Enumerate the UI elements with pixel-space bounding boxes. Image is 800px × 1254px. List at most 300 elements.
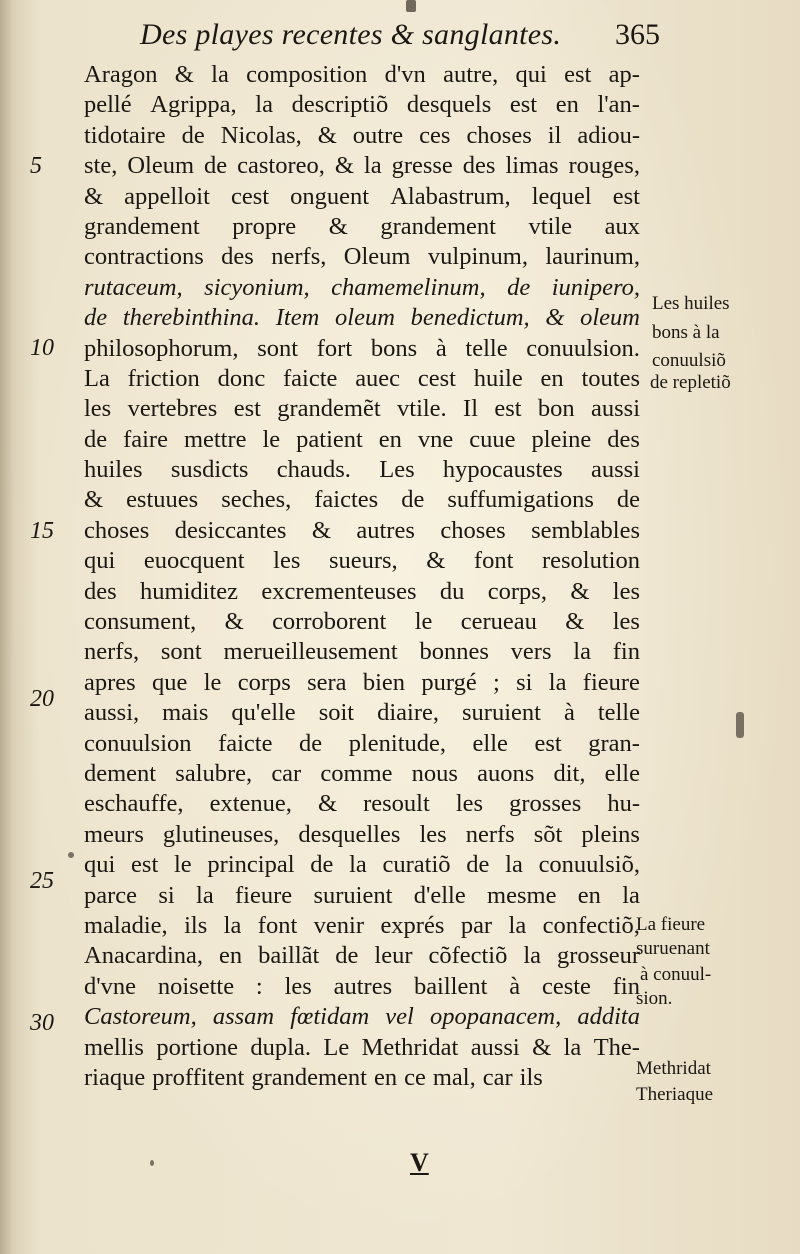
word: est [564,61,592,88]
word: ; [493,668,500,696]
word: grandement [84,212,200,240]
word: sicyonium, [204,273,310,301]
signature-mark: V [410,1148,429,1177]
word: gran- [588,729,640,757]
word: huiles [84,456,143,484]
word: sõt [533,820,563,848]
text-line [84,303,640,333]
word: à [563,699,575,727]
word: patient [296,425,363,453]
word: nous [411,759,458,787]
word: ces [419,121,451,149]
word: merueilleusement [223,638,398,666]
word: hypocaustes [442,456,563,484]
word: maladie, [84,911,168,939]
text-line [84,60,640,90]
word: la [622,881,640,909]
word: & [328,212,348,240]
word: des [607,425,640,453]
word: en [373,1063,398,1091]
word: addita [577,1003,640,1031]
word: il [547,121,562,149]
text-line [84,577,640,607]
word: l'an- [597,91,640,119]
word: auons [477,759,535,787]
margin-note: Methridat [636,1058,711,1079]
word: choses [440,516,506,544]
word: benedictum, [410,304,530,332]
word: la [196,881,214,909]
page-number: 365 [615,18,660,51]
text-line [84,881,640,911]
text-line [84,759,640,789]
word: nerfs, [271,243,327,271]
word: excrementeuses [261,577,417,605]
word: aussi [470,1033,520,1061]
word: corroborent [272,608,387,636]
word: oleum [335,304,395,332]
word: dit, [553,759,586,787]
word: vne [417,425,454,453]
line-number: 20 [30,686,54,712]
word: fœtidam [290,1003,370,1031]
word: Le [323,1033,350,1061]
word: venir [313,911,365,939]
word: autre, [443,61,499,88]
word: susdicts [170,456,249,484]
word: iunipero, [551,273,640,301]
word: vel [385,1003,414,1031]
word: le [203,668,222,696]
word: Alabastrum, [390,182,511,210]
word: est [612,182,640,210]
word: semblables [531,516,640,544]
line-number: 15 [30,518,54,544]
word: & [317,790,338,818]
word: outre [352,121,404,149]
line-number: 25 [30,868,54,894]
word: therebinthina. [122,304,261,332]
word: que [152,668,188,696]
word: dupla. [250,1033,311,1061]
word: meurs [84,820,144,848]
word: glutineuses, [162,820,280,848]
word: bons [370,334,418,362]
word: adiou- [577,121,640,149]
word: cerueau [460,608,537,636]
word: pleine [531,425,592,453]
word: leur [374,942,413,970]
word: & [317,121,337,149]
text-line [84,516,640,546]
word: noisette [157,972,235,1000]
margin-note: bons à la [652,322,720,343]
word: suruient [313,881,393,909]
word: qu'elle [231,699,296,727]
word: desquels [406,91,492,119]
text-line [84,394,640,424]
word: contractions [84,243,204,271]
word: telle [465,334,508,362]
word: qui [84,851,116,879]
word: exprés [380,911,445,939]
text-line [84,789,640,819]
word: salubre, [175,759,253,787]
word: Les [379,456,415,484]
text-line [84,972,640,1002]
word: cõfectiõ [428,942,508,970]
text-line [84,151,640,181]
word: purgé [421,668,477,696]
line-number: 30 [30,1010,54,1036]
word: Item [275,304,320,332]
body-text [84,60,640,1093]
word: la [505,851,523,879]
word: toutes [581,364,640,392]
word: fort [316,334,353,362]
word: aussi [590,456,640,484]
word: ste, [84,152,118,180]
word: parce [84,881,138,909]
word: la [211,61,229,88]
word: bonnes [419,638,489,666]
margin-note: conuulsiõ [652,350,726,371]
word: vertebres [127,395,218,423]
word: seches, [221,486,292,514]
word: de [616,486,640,514]
word: d'elle [413,881,466,909]
word: ceste [541,972,591,1000]
word: de [204,152,228,180]
text-line [84,911,640,941]
word: la [363,152,382,180]
word: en [219,942,243,970]
word: onguent [290,182,370,210]
text-line [84,850,640,880]
word: & [426,547,446,575]
line-number: 5 [30,153,42,179]
ink-blot [736,712,744,738]
word: & [224,608,244,636]
text-line [84,668,640,698]
word: dement [84,759,157,787]
word: si [158,881,175,909]
word: la [508,911,527,939]
word: est [509,91,538,119]
margin-note: sion. [636,988,673,1009]
word: si [516,668,533,696]
word: de [401,486,425,514]
word: de [335,942,359,970]
ink-blot [68,852,74,858]
text-line [84,637,640,667]
word: resolution [541,547,640,575]
word: le [174,851,192,879]
text-line [84,1063,640,1093]
word: de [466,851,490,879]
word: vtile. [397,395,447,423]
top-ornament [406,0,416,12]
word: par [460,911,493,939]
word: proffitent [152,1063,245,1091]
word: assam [212,1003,275,1031]
word: les [273,547,301,575]
word: resoult [363,790,430,818]
word: la [223,911,242,939]
word: corps [237,668,291,696]
word: la [523,942,542,970]
word: opopanacem, [429,1003,562,1031]
word: la [255,91,273,119]
word: Anacardina, [84,942,204,970]
word: & [565,608,585,636]
word: choses [466,121,532,149]
word: desquelles [298,820,401,848]
text-line [84,729,640,759]
word: baillent [413,972,488,1000]
word: les [84,395,112,423]
word: sont [160,638,202,666]
word: font [473,547,514,575]
word: & [311,516,331,544]
word: car [482,1063,513,1091]
word: sont [257,334,299,362]
text-line [84,273,640,303]
line-number: 10 [30,335,54,361]
word: ce [404,1063,426,1091]
word: & [570,577,590,605]
text-line [84,121,640,151]
word: consument, [84,608,197,636]
word: hu- [607,790,640,818]
word: riaque [84,1063,146,1091]
word: vulpinum, [427,243,528,271]
word: estuues [126,486,199,514]
word: choses [84,516,150,544]
text-line [84,1033,640,1063]
word: mellis [84,1033,144,1061]
word: corps, [487,577,547,605]
word: soit [318,699,355,727]
word: conuulsion [84,729,192,757]
page-header [140,18,660,52]
word: de [84,425,108,453]
word: nerfs, [84,638,140,666]
word: ils [184,911,208,939]
word: principal [207,851,295,879]
text-line [84,212,640,242]
word: en [378,425,402,453]
word: La [84,364,110,392]
word: friction [127,364,200,392]
word: aux [604,212,640,240]
word: faire [123,425,168,453]
word: confectiõ, [542,911,640,939]
word: castoreo, [237,152,325,180]
word: composition [246,61,368,88]
word: conuulsion. [526,334,640,362]
word: Castoreum, [84,1003,197,1031]
word: les [612,577,640,605]
word: en [577,881,601,909]
word: pleins [581,820,640,848]
word: des [462,152,496,180]
word: grosseur [556,942,640,970]
word: descriptiõ [291,91,389,119]
word: gresse [391,152,453,180]
text-line [84,90,640,120]
margin-note: suruenant [636,938,710,959]
word: fin [612,972,640,1000]
word: fin [612,638,640,666]
word: autres [333,972,393,1000]
text-line [84,698,640,728]
word: bon [537,395,575,423]
text-line [84,182,640,212]
word: les [419,820,447,848]
word: conuulsiõ, [538,851,640,879]
word: & [334,152,354,180]
word: Nicolas, [220,121,302,149]
word: apres [84,668,136,696]
word: Il [463,395,478,423]
word: nerfs [465,820,515,848]
word: qui [84,547,116,575]
word: est [131,851,159,879]
word: grandement [251,1063,367,1091]
word: Aragon [84,61,158,88]
word: huile [473,364,523,392]
word: ap- [608,61,640,88]
margin-note: Les huiles [652,293,730,314]
word: laurinum, [545,243,640,271]
word: sera [307,668,347,696]
word: euocquent [143,547,245,575]
word: bien [362,668,406,696]
word: mettre [183,425,247,453]
word: à [435,334,447,362]
word: Oleum [343,243,411,271]
word: curatiõ [382,851,451,879]
word: rouges, [568,152,640,180]
word: humiditez [140,577,239,605]
word: la [563,1033,582,1061]
word: le [414,608,433,636]
word: fieure [235,881,293,909]
text-line [84,455,640,485]
text-line [84,820,640,850]
word: suruient [462,699,541,727]
text-line [84,425,640,455]
word: car [271,759,302,787]
word: le [262,425,281,453]
word: donc [217,364,266,392]
word: fieure [582,668,640,696]
word: aussi, [84,699,140,727]
text-line [84,941,640,971]
text-line [84,607,640,637]
word: vers [510,638,552,666]
word: qui [515,61,547,88]
word: grandement [380,212,496,240]
text-line [84,485,640,515]
word: les [612,608,640,636]
word: & [532,1033,552,1061]
word: suffumigations [447,486,594,514]
word: & [84,486,104,514]
word: philosophorum, [84,334,239,362]
word: autres [356,516,415,544]
word: mesme [487,881,557,909]
word: & [84,182,104,210]
margin-note: à conuul- [640,964,712,985]
word: font [257,911,298,939]
word: cest [417,364,456,392]
word: cuue [469,425,516,453]
margin-note: Theriaque [636,1084,714,1105]
word: la [548,668,567,696]
word: faictes [314,486,379,514]
word: & [174,61,194,88]
ink-blot [150,1160,154,1166]
word: vtile [528,212,573,240]
text-line [84,1002,640,1032]
word: tidotaire [84,121,166,149]
word: la [573,638,591,666]
word: extenue, [209,790,292,818]
word: chauds. [276,456,351,484]
word: à [509,972,521,1000]
word: Agrippa, [150,91,237,119]
word: de [310,851,334,879]
word: des [221,243,254,271]
word: auec [355,364,401,392]
text-line [84,364,640,394]
margin-note: La fieure [636,914,706,935]
word: diaire, [377,699,439,727]
word: : [255,972,263,1000]
word: Methridat [361,1033,459,1061]
word: en [540,364,564,392]
word: The- [593,1033,640,1061]
word: est [534,729,562,757]
word: de [181,121,205,149]
word: elle [472,729,508,757]
word: baillãt [258,942,320,970]
word: de [507,273,531,301]
margin-note: de repletiõ [650,372,731,393]
word: des [84,577,117,605]
word: grandemẽt [277,395,381,423]
word: Oleum [127,152,195,180]
word: aussi [591,395,640,423]
word: oleum [580,304,640,332]
word: portione [156,1033,238,1061]
text-line [84,242,640,272]
word: est [233,395,261,423]
word: plenitude, [348,729,446,757]
text-line [84,546,640,576]
word: eschauffe, [84,790,184,818]
word: de [84,304,108,332]
word: les [455,790,484,818]
word: appelloit [124,182,210,210]
word: pellé [84,91,132,119]
word: d'vn [384,61,426,88]
word: rutaceum, [84,273,183,301]
word: grosses [509,790,582,818]
word: en [555,91,579,119]
